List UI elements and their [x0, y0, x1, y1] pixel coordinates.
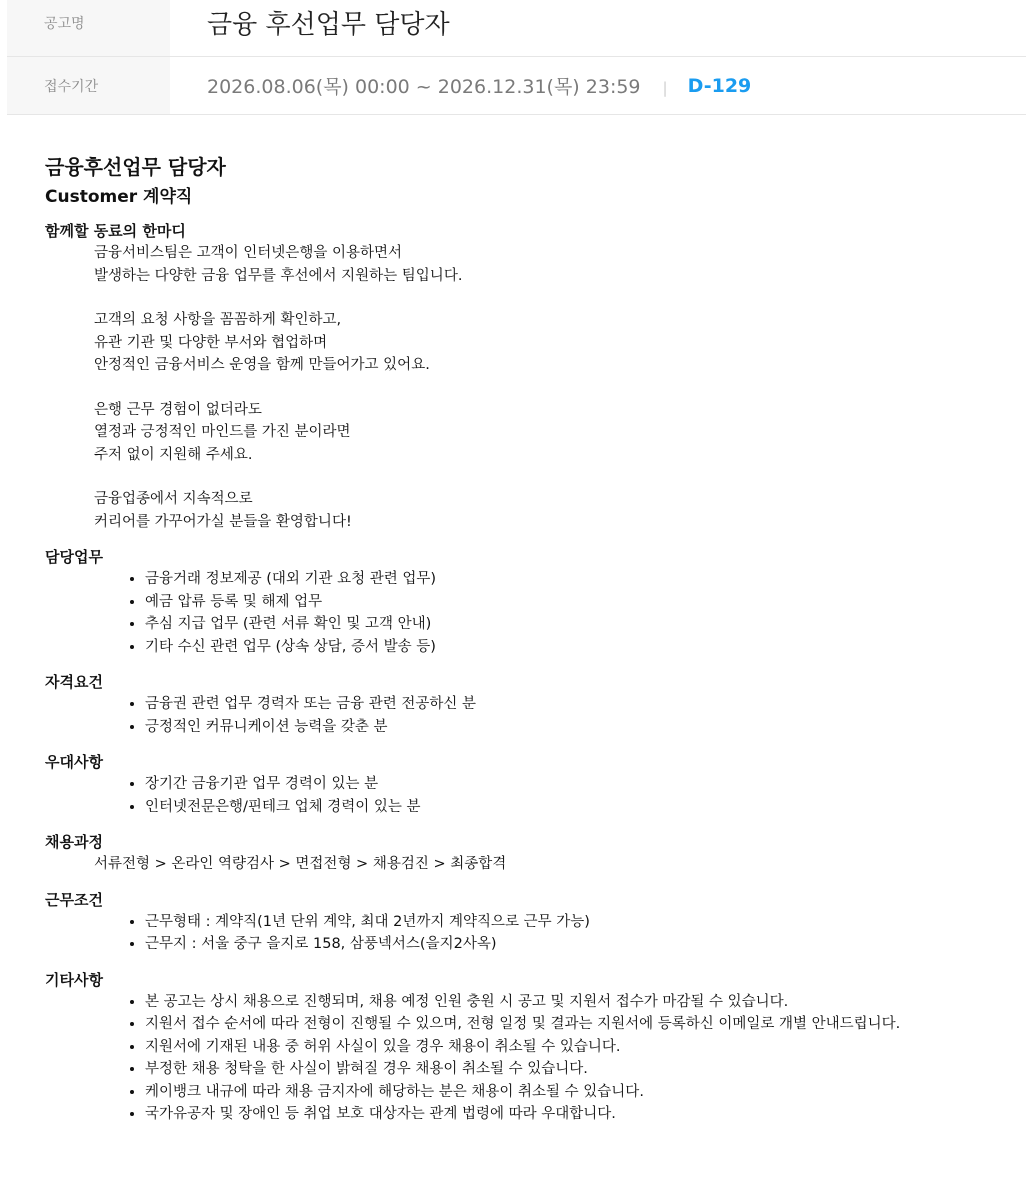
intro-line: 고객의 요청 사항을 꼼꼼하게 확인하고,	[94, 312, 342, 328]
list-item: • 장기간 금융기관 업무 경력이 있는 분	[145, 773, 1005, 796]
duties-section	[45, 546, 1005, 658]
application-period-label: 접수기간	[7, 57, 170, 114]
intro-line: 안정적인 금융서비스 운영을 함께 만들어가고 있어요.	[94, 357, 430, 373]
intro-line: 금융업종에서 지속적으로	[94, 491, 253, 507]
period-divider: |	[662, 78, 668, 97]
list-item: • 근무형태 : 계약직(1년 단위 계약, 최대 2년까지 계약직으로 근무 가능)	[145, 911, 1005, 934]
preferred-list	[45, 773, 1005, 818]
job-info-table	[7, 0, 1026, 115]
intro-line: 금융서비스팀은 고객이 인터넷은행을 이용하면서	[94, 245, 402, 261]
job-title-value: 금융 후선업무 담당자	[207, 9, 450, 40]
intro-line: 열정과 긍정적인 마인드를 가진 분이라면	[94, 424, 351, 440]
list-item: • 국가유공자 및 장애인 등 취업 보호 대상자는 관계 법령에 따라 우대합니다.	[145, 1103, 1005, 1126]
job-title-row	[7, 0, 1026, 57]
job-description	[45, 152, 1005, 1139]
list-item: • 지원서에 기재된 내용 중 허위 사실이 있을 경우 채용이 취소될 수 있습니다.	[145, 1036, 1005, 1059]
etc-section	[45, 969, 1005, 1126]
requirements-section	[45, 671, 1005, 738]
conditions-section	[45, 889, 1005, 956]
list-item: • 금융거래 정보제공 (대외 기관 요청 관련 업무)	[145, 568, 1005, 591]
intro-line: 주저 없이 지원해 주세요.	[94, 446, 253, 463]
list-item: • 근무지 : 서울 중구 을지로 158, 삼풍넥서스(을지2사옥)	[145, 933, 1005, 956]
preferred-heading: 우대사항	[45, 753, 103, 771]
application-period-row	[7, 57, 1026, 115]
application-period-value	[170, 57, 1026, 114]
paragraph-gap	[45, 466, 1005, 488]
conditions-heading: 근무조건	[45, 890, 103, 909]
process-steps: 서류전형 > 온라인 역량검사 > 면접전형 > 채용검진 > 최종합격	[94, 856, 507, 872]
requirements-list	[45, 693, 1005, 738]
job-description-subtitle: Customer 계약직	[45, 187, 193, 207]
dday-badge: D-129	[687, 74, 752, 97]
intro-heading: 함께할 동료의 한마디	[45, 222, 186, 240]
paragraph-gap	[45, 377, 1005, 399]
list-item: • 기타 수신 관련 업무 (상속 상담, 증서 발송 등)	[145, 636, 1005, 659]
intro-paragraphs	[45, 242, 1005, 533]
list-item: • 부정한 채용 청탁을 한 사실이 밝혀질 경우 채용이 취소될 수 있습니다.	[145, 1058, 1005, 1081]
list-item: • 케이뱅크 내규에 따라 채용 금지자에 해당하는 분은 채용이 취소될 수 있습니다.	[145, 1081, 1005, 1104]
list-item: • 추심 지급 업무 (관련 서류 확인 및 고객 안내)	[145, 613, 1005, 636]
intro-line: 유관 기관 및 다양한 부서와 협업하며	[94, 334, 328, 351]
list-item: • 지원서 접수 순서에 따라 전형이 진행될 수 있으며, 전형 일정 및 결과는 지원서에 등록하신 이메일로 개별 안내드립니다.	[145, 1013, 1005, 1036]
requirements-heading: 자격요건	[45, 673, 103, 691]
list-item: • 긍정적인 커뮤니케이션 능력을 갖춘 분	[145, 716, 1005, 739]
list-item: • 예금 압류 등록 및 해제 업무	[145, 591, 1005, 614]
etc-list	[45, 991, 1005, 1126]
intro-section	[45, 220, 1005, 533]
job-title-label: 공고명	[7, 0, 170, 56]
job-description-title: 금융후선업무 담당자	[45, 155, 226, 179]
duties-heading: 담당업무	[45, 548, 103, 566]
etc-heading: 기타사항	[45, 970, 103, 989]
preferred-section	[45, 751, 1005, 818]
conditions-list	[45, 911, 1005, 956]
paragraph-gap	[45, 287, 1005, 309]
list-item: • 본 공고는 상시 채용으로 진행되며, 채용 예정 인원 충원 시 공고 및 지원서 접수가 마감될 수 있습니다.	[145, 991, 1005, 1014]
period-dates: 2026.08.06(목) 00:00 ~ 2026.12.31(목) 23:59	[207, 76, 641, 98]
duties-list	[45, 568, 1005, 658]
list-item: • 인터넷전문은행/핀테크 업체 경력이 있는 분	[145, 796, 1005, 819]
process-section	[45, 831, 1005, 876]
process-heading: 채용과정	[45, 833, 103, 851]
intro-line: 은행 근무 경험이 없더라도	[94, 401, 262, 418]
list-item: • 금융권 관련 업무 경력자 또는 금융 관련 전공하신 분	[145, 693, 1005, 716]
intro-line: 발생하는 다양한 금융 업무를 후선에서 지원하는 팀입니다.	[94, 267, 463, 284]
intro-line: 커리어를 가꾸어가실 분들을 환영합니다!	[94, 513, 352, 530]
